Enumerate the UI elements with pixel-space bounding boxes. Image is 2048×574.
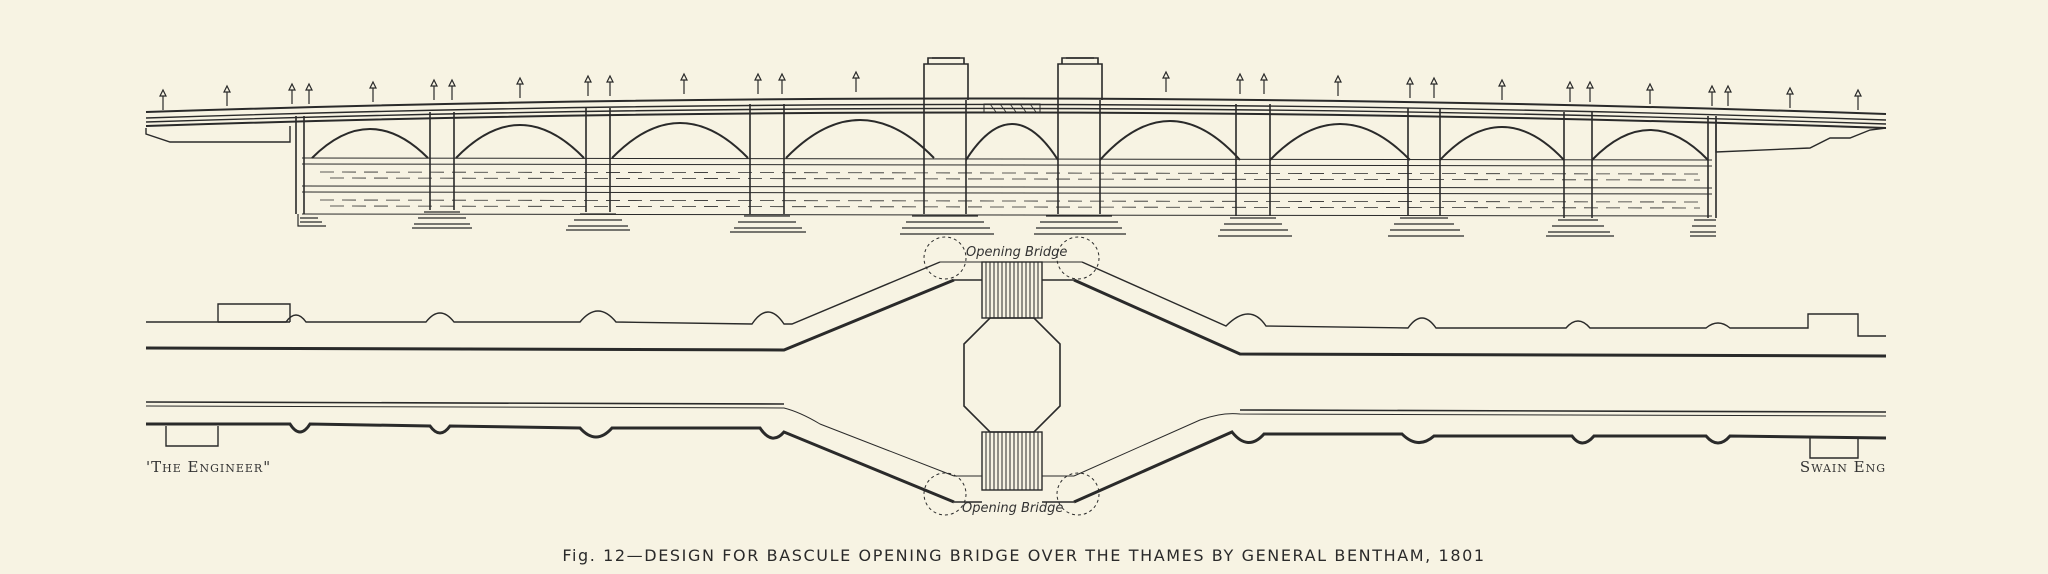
opening-bridge-label-bottom: Opening Bridge (962, 501, 1064, 516)
figure-caption: Fig. 12—DESIGN FOR BASCULE OPENING BRIDGE OVER THE THAMES BY GENERAL BENTHAM, 1801 (562, 546, 1486, 565)
bridge-elevation (146, 58, 1886, 236)
bridge-plan (146, 237, 1886, 515)
engraving-credit-right: Swain Eng (1799, 458, 1886, 476)
engraving-credit-left: 'The Engineer" (146, 458, 272, 476)
opening-bridge-label-top: Opening Bridge (966, 245, 1068, 260)
